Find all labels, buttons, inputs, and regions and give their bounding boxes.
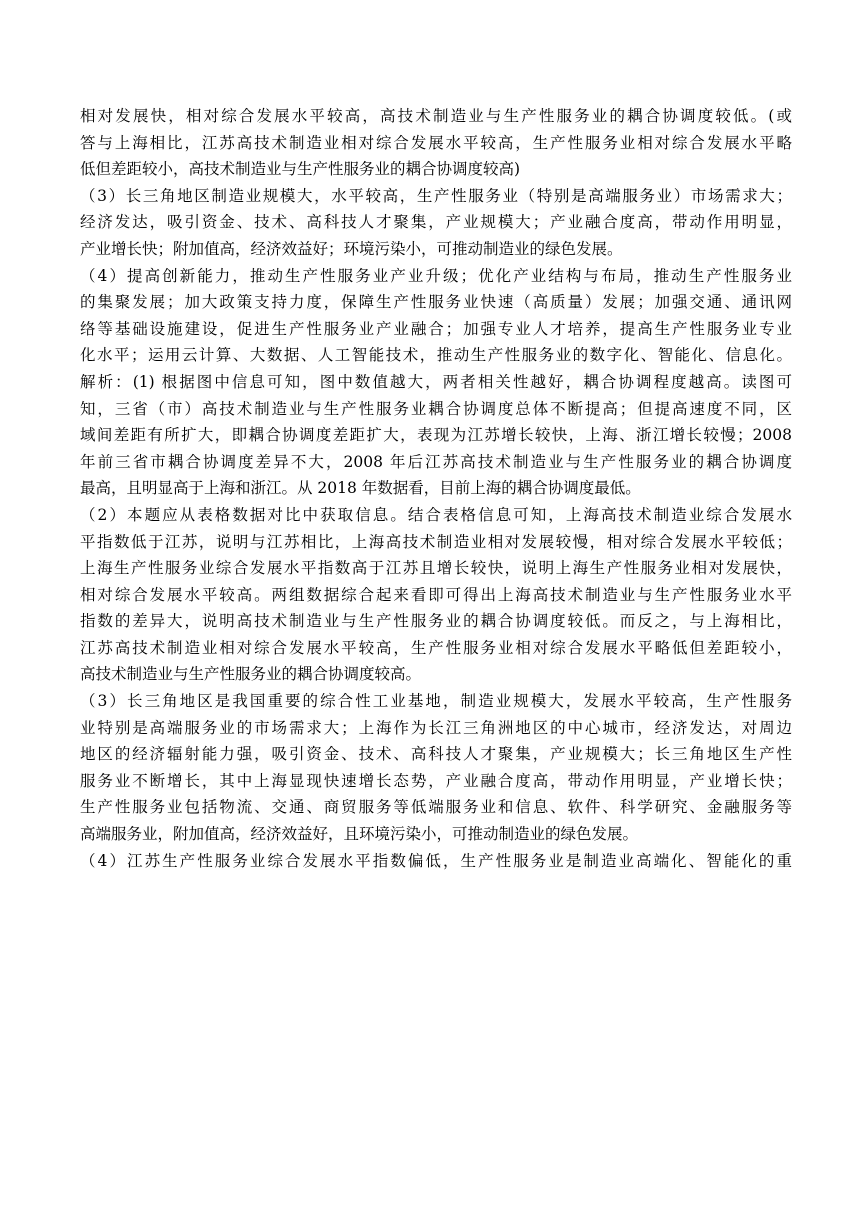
text-line: 地区的经济辐射能力强，吸引资金、技术、高科技人才聚集，产业规模大；长三角地区生产性 (80, 745, 792, 764)
text-line: 解析：(1) 根据图中信息可知，图中数值越大，两者相关性越好，耦合协调程度越高。读图可 (80, 372, 792, 391)
text-line: 业特别是高端服务业的市场需求大；上海作为长江三角洲地区的中心城市，经济发达，对周边 (80, 718, 792, 737)
text-line: 相对综合发展水平较高。两组数据综合起来看即可得出上海高技术制造业与生产性服务业水平 (80, 585, 792, 604)
text-line: 经济发达，吸引资金、技术、高科技人才聚集，产业规模大；产业融合度高，带动作用明显， (80, 213, 792, 232)
text-line: （2）本题应从表格数据对比中获取信息。结合表格信息可知，上海高技术制造业综合发展水 (80, 505, 792, 524)
text-line: （4）提高创新能力，推动生产性服务业产业升级；优化产业结构与布局，推动生产性服务业 (80, 266, 792, 285)
text-line: 络等基础设施建设，促进生产性服务业产业融合；加强专业人才培养，提高生产性服务业专业 (80, 319, 792, 338)
text-line: 产业增长快；附加值高，经济效益好；环境污染小，可推动制造业的绿色发展。 (80, 239, 623, 258)
text-line: 的集聚发展；加大政策支持力度，保障生产性服务业快速（高质量）发展；加强交通、通讯网 (80, 293, 792, 312)
text-line: 平指数低于江苏，说明与江苏相比，上海高技术制造业相对发展较慢，相对综合发展水平较低； (80, 532, 792, 551)
text-line: 答与上海相比，江苏高技术制造业相对综合发展水平较高，生产性服务业相对综合发展水平略 (80, 133, 792, 152)
text-line: 域间差距有所扩大，即耦合协调度差距扩大，表现为江苏增长较快，上海、浙江增长较慢；2008 (80, 426, 792, 445)
text-line: 指数的差异大，说明高技术制造业与生产性服务业的耦合协调度较低。而反之，与上海相比， (80, 612, 792, 631)
text-line: 高技术制造业与生产性服务业的耦合协调度较高。 (80, 665, 422, 684)
text-line: （3）长三角地区是我国重要的综合性工业基地，制造业规模大，发展水平较高，生产性服务 (80, 692, 792, 711)
document-body (80, 103, 792, 874)
text-line: 年前三省市耦合协调度差异不大，2008 年后江苏高技术制造业与生产性服务业的耦合协调度 (80, 452, 792, 471)
text-line: 最高，且明显高于上海和浙江。从 2018 年数据看，目前上海的耦合协调度最低。 (80, 479, 641, 498)
text-line: 化水平；运用云计算、大数据、人工智能技术，推动生产性服务业的数字化、智能化、信息化。 (80, 346, 792, 365)
text-line: 知，三省（市）高技术制造业与生产性服务业耦合协调度总体不断提高；但提高速度不同，区 (80, 399, 792, 418)
text-line: 生产性服务业包括物流、交通、商贸服务等低端服务业和信息、软件、科学研究、金融服务等 (80, 798, 792, 817)
text-line: 服务业不断增长，其中上海显现快速增长态势，产业融合度高，带动作用明显，产业增长快； (80, 771, 792, 790)
text-line: 江苏高技术制造业相对综合发展水平较高，生产性服务业相对综合发展水平略低但差距较小， (80, 638, 792, 657)
text-line: 上海生产性服务业综合发展水平指数高于江苏且增长较快，说明上海生产性服务业相对发展快， (80, 559, 792, 578)
text-line: 高端服务业，附加值高，经济效益好，且环境污染小，可推动制造业的绿色发展。 (80, 825, 639, 844)
text-line: （3）长三角地区制造业规模大，水平较高，生产性服务业（特别是高端服务业）市场需求大； (80, 186, 792, 205)
text-line: 相对发展快，相对综合发展水平较高，高技术制造业与生产性服务业的耦合协调度较低。(或 (80, 107, 792, 125)
text-line: 低但差距较小，高技术制造业与生产性服务业的耦合协调度较高) (80, 160, 521, 179)
text-line: （4）江苏生产性服务业综合发展水平指数偏低，生产性服务业是制造业高端化、智能化的重 (80, 851, 792, 870)
